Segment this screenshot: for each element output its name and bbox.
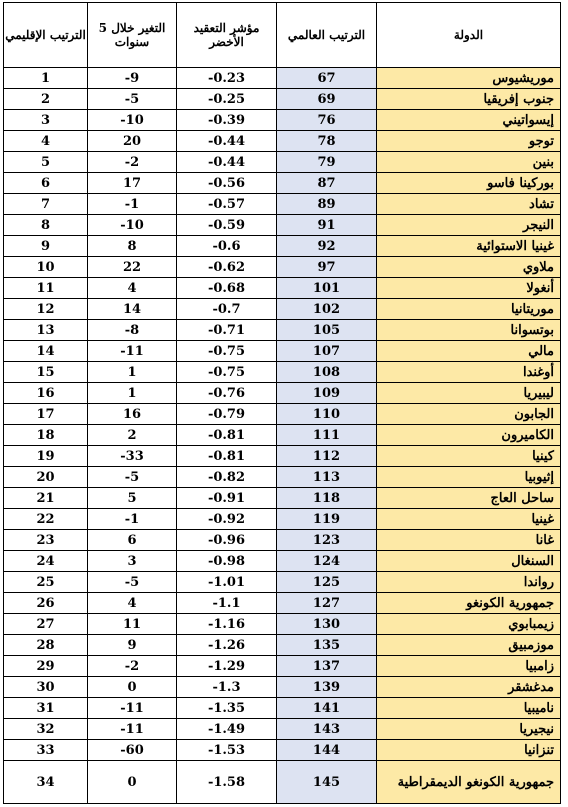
- table-row: [4, 131, 561, 152]
- world-rank-cell: 125: [277, 572, 377, 593]
- country-cell: تشاد: [377, 194, 561, 215]
- world-rank-cell: 105: [277, 320, 377, 341]
- green-index-cell: -0.96: [177, 530, 277, 551]
- regional-rank-cell: 20: [4, 467, 88, 488]
- green-index-cell: -0.56: [177, 173, 277, 194]
- regional-rank-cell: 30: [4, 677, 88, 698]
- country-cell: الكاميرون: [377, 425, 561, 446]
- country-cell: موريتانيا: [377, 299, 561, 320]
- change-cell: 16: [88, 404, 177, 425]
- change-cell: 11: [88, 614, 177, 635]
- table-row: [4, 173, 561, 194]
- regional-rank-cell: 16: [4, 383, 88, 404]
- world-rank-cell: 143: [277, 719, 377, 740]
- world-rank-cell: 135: [277, 635, 377, 656]
- table-row: [4, 719, 561, 740]
- change-cell: 1: [88, 362, 177, 383]
- green-index-cell: -0.75: [177, 341, 277, 362]
- change-cell: 22: [88, 257, 177, 278]
- country-cell: جنوب إفريقيا: [377, 89, 561, 110]
- regional-rank-cell: 15: [4, 362, 88, 383]
- change-cell: 1: [88, 383, 177, 404]
- country-cell: جمهورية الكونغو: [377, 593, 561, 614]
- change-cell: 17: [88, 173, 177, 194]
- country-cell: موزمبيق: [377, 635, 561, 656]
- regional-rank-cell: 10: [4, 257, 88, 278]
- world-rank-cell: 79: [277, 152, 377, 173]
- ranking-table: [3, 2, 561, 804]
- green-index-cell: -0.44: [177, 152, 277, 173]
- green-index-cell: -0.23: [177, 68, 277, 89]
- table-row: [4, 530, 561, 551]
- table-body: [4, 68, 561, 804]
- country-cell: نيجيريا: [377, 719, 561, 740]
- regional-rank-cell: 22: [4, 509, 88, 530]
- world-rank-cell: 76: [277, 110, 377, 131]
- change-cell: -60: [88, 740, 177, 761]
- country-cell: غانا: [377, 530, 561, 551]
- table-row: [4, 698, 561, 719]
- table-row: [4, 320, 561, 341]
- table-row: [4, 404, 561, 425]
- change-cell: 9: [88, 635, 177, 656]
- green-index-cell: -0.81: [177, 446, 277, 467]
- world-rank-cell: 137: [277, 656, 377, 677]
- country-cell: غينيا: [377, 509, 561, 530]
- change-cell: 2: [88, 425, 177, 446]
- green-index-cell: -1.49: [177, 719, 277, 740]
- country-cell: زيمبابوي: [377, 614, 561, 635]
- change-cell: -10: [88, 110, 177, 131]
- regional-rank-cell: 29: [4, 656, 88, 677]
- world-rank-cell: 107: [277, 341, 377, 362]
- ranking-table-container: [3, 2, 561, 804]
- world-rank-cell: 112: [277, 446, 377, 467]
- world-rank-cell: 109: [277, 383, 377, 404]
- world-rank-cell: 145: [277, 761, 377, 804]
- country-cell: بنين: [377, 152, 561, 173]
- change-cell: 0: [88, 677, 177, 698]
- table-row: [4, 236, 561, 257]
- green-index-cell: -1.3: [177, 677, 277, 698]
- regional-rank-cell: 1: [4, 68, 88, 89]
- regional-rank-cell: 24: [4, 551, 88, 572]
- regional-rank-cell: 6: [4, 173, 88, 194]
- green-index-cell: -0.62: [177, 257, 277, 278]
- table-row: [4, 215, 561, 236]
- green-index-cell: -1.53: [177, 740, 277, 761]
- regional-rank-cell: 34: [4, 761, 88, 804]
- country-cell: بوركينا فاسو: [377, 173, 561, 194]
- regional-rank-cell: 9: [4, 236, 88, 257]
- change-cell: -2: [88, 656, 177, 677]
- world-rank-cell: 111: [277, 425, 377, 446]
- table-row: [4, 761, 561, 804]
- table-row: [4, 341, 561, 362]
- country-cell: ساحل العاج: [377, 488, 561, 509]
- table-row: [4, 467, 561, 488]
- world-rank-cell: 69: [277, 89, 377, 110]
- header-change-5y: التغير خلال 5 سنوات: [88, 3, 177, 68]
- regional-rank-cell: 18: [4, 425, 88, 446]
- table-row: [4, 656, 561, 677]
- change-cell: 5: [88, 488, 177, 509]
- regional-rank-cell: 14: [4, 341, 88, 362]
- world-rank-cell: 110: [277, 404, 377, 425]
- regional-rank-cell: 26: [4, 593, 88, 614]
- country-cell: بوتسوانا: [377, 320, 561, 341]
- world-rank-cell: 89: [277, 194, 377, 215]
- table-row: [4, 68, 561, 89]
- table-row: [4, 299, 561, 320]
- header-world-rank: الترتيب العالمي: [277, 3, 377, 68]
- country-cell: غينيا الاستوائية: [377, 236, 561, 257]
- change-cell: 4: [88, 593, 177, 614]
- regional-rank-cell: 8: [4, 215, 88, 236]
- world-rank-cell: 67: [277, 68, 377, 89]
- regional-rank-cell: 19: [4, 446, 88, 467]
- change-cell: -5: [88, 89, 177, 110]
- green-index-cell: -0.39: [177, 110, 277, 131]
- table-row: [4, 740, 561, 761]
- table-row: [4, 614, 561, 635]
- header-country: الدولة: [377, 3, 561, 68]
- country-cell: مدغشقر: [377, 677, 561, 698]
- country-cell: إثيوبيا: [377, 467, 561, 488]
- world-rank-cell: 144: [277, 740, 377, 761]
- world-rank-cell: 130: [277, 614, 377, 635]
- change-cell: -11: [88, 341, 177, 362]
- country-cell: أوغندا: [377, 362, 561, 383]
- table-row: [4, 89, 561, 110]
- regional-rank-cell: 13: [4, 320, 88, 341]
- change-cell: -8: [88, 320, 177, 341]
- change-cell: -11: [88, 719, 177, 740]
- regional-rank-cell: 33: [4, 740, 88, 761]
- country-cell: زامبيا: [377, 656, 561, 677]
- table-row: [4, 257, 561, 278]
- regional-rank-cell: 17: [4, 404, 88, 425]
- country-cell: ملاوي: [377, 257, 561, 278]
- table-row: [4, 509, 561, 530]
- change-cell: -33: [88, 446, 177, 467]
- country-cell: النيجر: [377, 215, 561, 236]
- regional-rank-cell: 27: [4, 614, 88, 635]
- green-index-cell: -0.71: [177, 320, 277, 341]
- green-index-cell: -0.59: [177, 215, 277, 236]
- country-cell: إيسواتيني: [377, 110, 561, 131]
- world-rank-cell: 92: [277, 236, 377, 257]
- change-cell: -2: [88, 152, 177, 173]
- change-cell: -1: [88, 509, 177, 530]
- country-cell: أنغولا: [377, 278, 561, 299]
- regional-rank-cell: 28: [4, 635, 88, 656]
- country-cell: السنغال: [377, 551, 561, 572]
- green-index-cell: -1.35: [177, 698, 277, 719]
- regional-rank-cell: 11: [4, 278, 88, 299]
- country-cell: مالي: [377, 341, 561, 362]
- green-index-cell: -0.82: [177, 467, 277, 488]
- country-cell: رواندا: [377, 572, 561, 593]
- green-index-cell: -0.68: [177, 278, 277, 299]
- table-row: [4, 635, 561, 656]
- green-index-cell: -1.1: [177, 593, 277, 614]
- header-row: [4, 3, 561, 68]
- regional-rank-cell: 31: [4, 698, 88, 719]
- world-rank-cell: 87: [277, 173, 377, 194]
- country-cell: جمهورية الكونغو الديمقراطية: [377, 761, 561, 804]
- table-row: [4, 194, 561, 215]
- change-cell: -5: [88, 572, 177, 593]
- world-rank-cell: 123: [277, 530, 377, 551]
- world-rank-cell: 139: [277, 677, 377, 698]
- world-rank-cell: 101: [277, 278, 377, 299]
- green-index-cell: -0.81: [177, 425, 277, 446]
- regional-rank-cell: 4: [4, 131, 88, 152]
- regional-rank-cell: 12: [4, 299, 88, 320]
- regional-rank-cell: 25: [4, 572, 88, 593]
- table-row: [4, 446, 561, 467]
- change-cell: -9: [88, 68, 177, 89]
- green-index-cell: -0.79: [177, 404, 277, 425]
- world-rank-cell: 124: [277, 551, 377, 572]
- change-cell: -11: [88, 698, 177, 719]
- change-cell: 0: [88, 761, 177, 804]
- world-rank-cell: 108: [277, 362, 377, 383]
- header-green-index: مؤشر التعقيد الأخضر: [177, 3, 277, 68]
- table-row: [4, 110, 561, 131]
- change-cell: 4: [88, 278, 177, 299]
- country-cell: موريشيوس: [377, 68, 561, 89]
- world-rank-cell: 119: [277, 509, 377, 530]
- green-index-cell: -0.98: [177, 551, 277, 572]
- regional-rank-cell: 7: [4, 194, 88, 215]
- green-index-cell: -1.01: [177, 572, 277, 593]
- country-cell: الجابون: [377, 404, 561, 425]
- table-row: [4, 152, 561, 173]
- world-rank-cell: 113: [277, 467, 377, 488]
- green-index-cell: -0.57: [177, 194, 277, 215]
- green-index-cell: -0.92: [177, 509, 277, 530]
- world-rank-cell: 78: [277, 131, 377, 152]
- country-cell: ليبيريا: [377, 383, 561, 404]
- table-row: [4, 593, 561, 614]
- green-index-cell: -1.29: [177, 656, 277, 677]
- regional-rank-cell: 5: [4, 152, 88, 173]
- world-rank-cell: 102: [277, 299, 377, 320]
- green-index-cell: -1.58: [177, 761, 277, 804]
- change-cell: -5: [88, 467, 177, 488]
- green-index-cell: -0.76: [177, 383, 277, 404]
- change-cell: -10: [88, 215, 177, 236]
- change-cell: 8: [88, 236, 177, 257]
- header-regional-rank: الترتيب الإقليمي: [4, 3, 88, 68]
- regional-rank-cell: 2: [4, 89, 88, 110]
- table-row: [4, 278, 561, 299]
- green-index-cell: -1.16: [177, 614, 277, 635]
- regional-rank-cell: 23: [4, 530, 88, 551]
- world-rank-cell: 118: [277, 488, 377, 509]
- table-row: [4, 425, 561, 446]
- table-row: [4, 383, 561, 404]
- country-cell: تنزانيا: [377, 740, 561, 761]
- table-row: [4, 572, 561, 593]
- country-cell: توجو: [377, 131, 561, 152]
- regional-rank-cell: 32: [4, 719, 88, 740]
- green-index-cell: -0.44: [177, 131, 277, 152]
- green-index-cell: -0.91: [177, 488, 277, 509]
- world-rank-cell: 141: [277, 698, 377, 719]
- green-index-cell: -0.7: [177, 299, 277, 320]
- regional-rank-cell: 3: [4, 110, 88, 131]
- table-row: [4, 488, 561, 509]
- green-index-cell: -1.26: [177, 635, 277, 656]
- country-cell: ناميبيا: [377, 698, 561, 719]
- green-index-cell: -0.25: [177, 89, 277, 110]
- world-rank-cell: 127: [277, 593, 377, 614]
- change-cell: 20: [88, 131, 177, 152]
- world-rank-cell: 97: [277, 257, 377, 278]
- world-rank-cell: 91: [277, 215, 377, 236]
- green-index-cell: -0.75: [177, 362, 277, 383]
- change-cell: -1: [88, 194, 177, 215]
- regional-rank-cell: 21: [4, 488, 88, 509]
- green-index-cell: -0.6: [177, 236, 277, 257]
- change-cell: 3: [88, 551, 177, 572]
- table-row: [4, 677, 561, 698]
- change-cell: 14: [88, 299, 177, 320]
- table-row: [4, 551, 561, 572]
- change-cell: 6: [88, 530, 177, 551]
- table-row: [4, 362, 561, 383]
- country-cell: كينيا: [377, 446, 561, 467]
